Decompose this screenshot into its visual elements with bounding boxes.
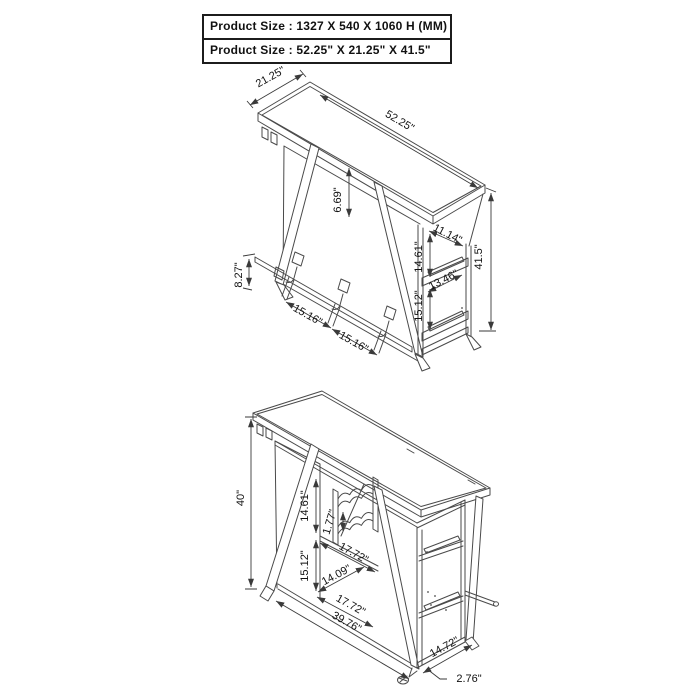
dim-label-base-width: 39.76" <box>329 609 364 636</box>
leveler-foot <box>398 668 418 684</box>
dim-label-lower-gap: 15.12" <box>299 550 311 582</box>
middle-angled-leg-back <box>374 486 419 669</box>
tabletop-back-view <box>253 391 490 517</box>
dim-label-shelf-depth-back: 14.09" <box>319 562 354 589</box>
dim-label-side-depth: 14.72" <box>427 634 462 661</box>
dim-label-opening-width-top: 17.72" <box>336 540 371 567</box>
dim-label-opening-width-bottom: 17.72" <box>333 592 368 619</box>
product-size-mm: Product Size : 1327 X 540 X 1060 H (MM) <box>210 19 448 33</box>
product-size-box <box>202 14 452 64</box>
dim-label-apron-height: 6.69" <box>332 187 344 213</box>
dim-label-shelf-width: 13.46" <box>426 267 461 293</box>
dim-label-bottle-pitch: 1.77" <box>320 508 340 536</box>
dim-label-overall-height: 41.5" <box>473 244 485 270</box>
tabletop-front-view <box>258 82 485 224</box>
dim-label-footrail-height: 8.27" <box>233 262 245 288</box>
product-size-inches: Product Size : 52.25" X 21.25" X 41.5" <box>204 38 450 62</box>
dim-label-depth: 21.25" <box>253 64 288 91</box>
dim-label-rail-segment-2: 15.16" <box>336 329 371 356</box>
front-view-drawing <box>233 64 496 371</box>
back-view-drawing <box>235 391 499 685</box>
dim-label-shelf-gap-top: 14.61" <box>413 241 425 273</box>
dim-label-leveler-height: 2.76" <box>456 673 482 685</box>
dim-label-rack-gap: 14.61" <box>299 490 311 522</box>
right-angled-leg-back <box>465 496 483 650</box>
dim-label-shelf-depth: 11.14" <box>430 222 464 247</box>
dim-label-rail-segment-1: 15.16" <box>290 302 325 329</box>
dim-label-height-to-top: 40" <box>235 489 247 507</box>
left-angled-leg <box>275 144 319 300</box>
dim-label-width: 52.25" <box>382 108 417 135</box>
dim-label-shelf-gap-bottom: 15.12" <box>413 290 425 322</box>
